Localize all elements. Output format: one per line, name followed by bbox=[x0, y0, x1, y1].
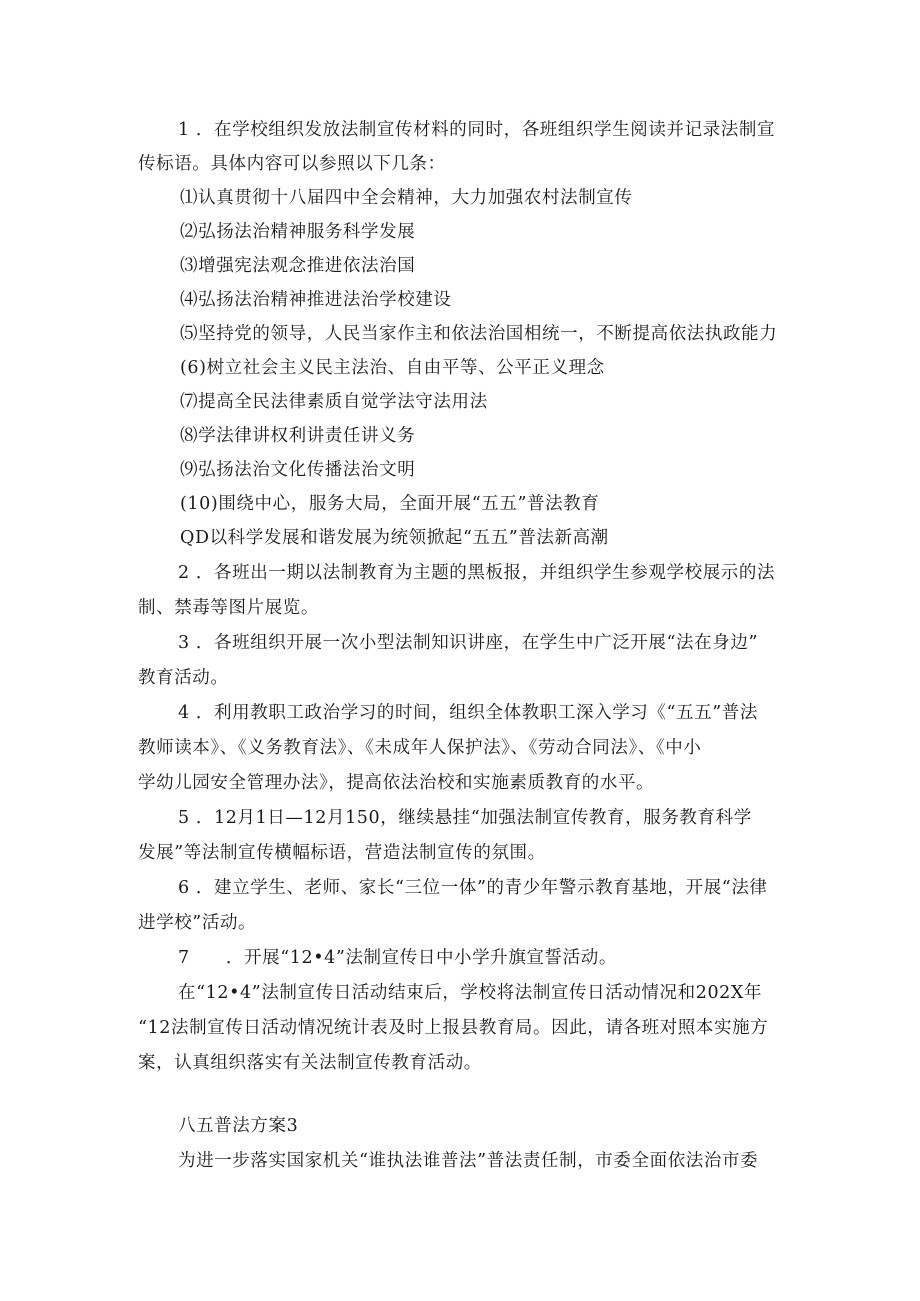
slogan-item-3: ⑶增强宪法观念推进依法治国 bbox=[180, 256, 416, 276]
paragraph-5-line-2: 发展”等法制宣传横幅标语，营造法制宣传的氛围。 bbox=[138, 843, 546, 863]
slogan-item-11: QD以科学发展和谐发展为统领掀起“五五”普法新高潮 bbox=[180, 528, 609, 548]
section-intro-line-1: 为进一步落实国家机关“谁执法谁普法”普法责任制，市委全面依法治市委 bbox=[178, 1151, 759, 1171]
closing-line-2: “12法制宣传日活动情况统计表及时上报县教育局。因此，请各班对照本实施方 bbox=[138, 1018, 769, 1038]
paragraph-6-line-2: 进学校”活动。 bbox=[138, 913, 257, 933]
paragraph-6-line-1: 6 ．建立学生、老师、家长“三位一体”的青少年警示教育基地，开展“法律 bbox=[178, 878, 768, 898]
slogan-item-10: (10)围绕中心，服务大局，全面开展“五五”普法教育 bbox=[180, 494, 600, 514]
paragraph-5-line-1: 5 ．12月1日—12月150，继续悬挂“加强法制宣传教育，服务教育科学 bbox=[178, 808, 752, 828]
paragraph-3-line-1: 3 ．各班组织开展一次小型法制知识讲座，在学生中广泛开展“法在身边” bbox=[178, 633, 758, 653]
slogan-item-8: ⑻学法律讲权利讲责任讲义务 bbox=[180, 426, 416, 446]
section-heading: 八五普法方案3 bbox=[178, 1116, 299, 1136]
paragraph-2-line-1: 2 ．各班出一期以法制教育为主题的黑板报，并组织学生参观学校展示的法 bbox=[178, 563, 776, 583]
paragraph-2-line-2: 制、禁毒等图片展览。 bbox=[138, 598, 319, 618]
paragraph-1-line-2: 传标语。具体内容可以参照以下几条： bbox=[138, 154, 446, 174]
slogan-item-9: ⑼弘扬法治文化传播法治文明 bbox=[180, 460, 416, 480]
paragraph-3-line-2: 教育活动。 bbox=[138, 668, 229, 688]
slogan-item-6: (6)树立社会主义民主法治、自由平等、公平正义理念 bbox=[180, 358, 605, 378]
slogan-item-7: ⑺提高全民法律素质自觉学法守法用法 bbox=[180, 392, 488, 412]
slogan-item-5: ⑸坚持党的领导，人民当家作主和依法治国相统一，不断提高依法执政能力 bbox=[180, 324, 778, 344]
slogan-item-4: ⑷弘扬法治精神推进法治学校建设 bbox=[180, 290, 452, 310]
paragraph-4-line-3: 学幼儿园安全管理办法》，提高依法治校和实施素质教育的水平。 bbox=[138, 773, 655, 793]
closing-line-3: 案，认真组织落实有关法制宣传教育活动。 bbox=[138, 1053, 482, 1073]
slogan-item-1: ⑴认真贯彻十八届四中全会精神，大力加强农村法制宣传 bbox=[180, 188, 633, 208]
paragraph-4-line-1: 4 ．利用教职工政治学习的时间，组织全体教职工深入学习《“五五”普法 bbox=[178, 703, 758, 723]
paragraph-1-line-1: 1 ．在学校组织发放法制宣传材料的同时，各班组织学生阅读并记录法制宣 bbox=[178, 120, 776, 140]
paragraph-4-line-2: 教师读本》、《义务教育法》、《未成年人保护法》、《劳动合同法》、《中小 bbox=[138, 738, 702, 758]
slogan-item-2: ⑵弘扬法治精神服务科学发展 bbox=[180, 222, 416, 242]
closing-line-1: 在“12•4”法制宣传日活动结束后，学校将法制宣传日活动情况和202X年 bbox=[178, 983, 763, 1003]
paragraph-7: 7 ．开展“12•4”法制宣传日中小学升旗宣誓活动。 bbox=[178, 948, 617, 968]
